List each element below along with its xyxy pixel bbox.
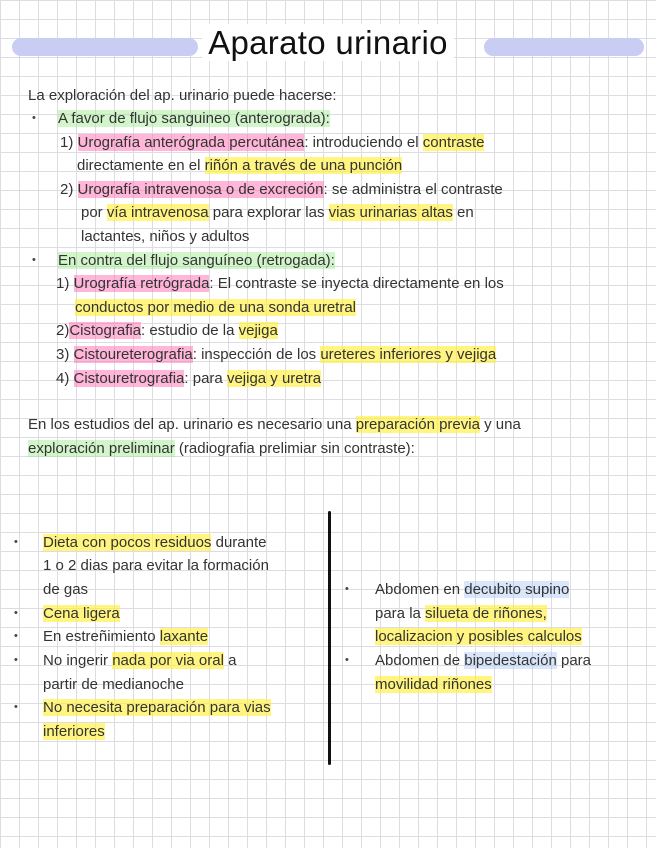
intro-label: La exploración del ap. urinario puede hacerse: (28, 87, 337, 104)
item-text: durante (211, 534, 267, 551)
section-a-item-2-cont2 (81, 226, 249, 248)
item-text: partir de medianoche (43, 676, 184, 693)
keyword-highlight: vía intravenosa (106, 204, 209, 221)
item-text: para explorar las (208, 204, 329, 221)
bullet-icon: • (14, 630, 18, 642)
left-item-3 (43, 626, 208, 648)
column-divider (328, 511, 331, 765)
item-text: Abdomen en (375, 581, 465, 598)
keyword-highlight: Dieta con pocos residuos (43, 534, 212, 551)
section-b-heading-text: En contra del flujo sanguíneo (retrogada): (58, 252, 335, 269)
section-b-item-1-cont (75, 297, 356, 319)
left-item-1-cont2 (43, 579, 88, 601)
item-text: : El contraste se inyecta directamente en los (209, 275, 504, 292)
keyword-highlight: vejiga (238, 322, 278, 339)
item-text: : inspección de los (192, 346, 321, 363)
keyword-highlight: conductos por medio de una sonda uretral (75, 299, 357, 316)
item-text: para (556, 652, 592, 669)
keyword-highlight: vejiga y uretra (226, 370, 322, 387)
keyword-highlight: riñón a través de una punción (204, 157, 403, 174)
section-b-item-4 (56, 368, 321, 390)
keyword-highlight: decubito supino (464, 581, 570, 598)
right-item-2-cont (375, 674, 492, 696)
item-text: lactantes, niños y adultos (81, 228, 250, 245)
term-highlight: Cistoureterografia (73, 346, 193, 363)
item-number: 1) (56, 275, 70, 292)
left-item-4 (43, 650, 236, 672)
right-item-1-cont2 (375, 626, 582, 648)
right-item-2 (375, 650, 591, 672)
item-text: : introduciendo el (304, 134, 423, 151)
left-item-5-cont (43, 721, 105, 743)
page-title-text: Aparato urinario (202, 24, 454, 61)
section-b-item-2 (56, 320, 278, 342)
item-text: por (81, 204, 107, 221)
section-b-item-1 (56, 273, 504, 295)
bullet-icon: • (345, 583, 349, 595)
left-item-1 (43, 532, 266, 554)
keyword-highlight: vias urinarias altas (328, 204, 453, 221)
item-text: a (223, 652, 237, 669)
item-number: 2) (60, 181, 74, 198)
item-text: No ingerir (43, 652, 113, 669)
term-highlight: Cistouretrografia (73, 370, 185, 387)
bullet-icon: • (14, 536, 18, 548)
item-number: 4) (56, 370, 70, 387)
bullet-icon: • (32, 112, 36, 124)
keyword-highlight: preparación previa (355, 416, 480, 433)
bullet-icon: • (14, 701, 18, 713)
section-a-heading-text: A favor de flujo sanguineo (anterograda): (58, 110, 330, 127)
keyword-highlight: No necesita preparación para vias (43, 699, 271, 716)
item-text: en (452, 204, 474, 221)
item-number: 2) (56, 322, 70, 339)
keyword-highlight: silueta de riñones, (425, 605, 547, 622)
keyword-highlight: bipedestación (464, 652, 557, 669)
prep-paragraph-line-1 (28, 414, 521, 436)
keyword-highlight: Cena ligera (43, 605, 120, 622)
page-title (0, 24, 656, 62)
keyword-highlight: inferiores (43, 723, 105, 740)
left-item-1-cont (43, 555, 269, 577)
term-highlight: Urografía retrógrada (73, 275, 210, 292)
right-item-1 (375, 579, 569, 601)
keyword-highlight: nada por via oral (112, 652, 224, 669)
bullet-icon: • (32, 254, 36, 266)
keyword-highlight: ureteres inferiores y vejiga (320, 346, 497, 363)
section-a-heading (58, 108, 330, 130)
prep-paragraph-line-2 (28, 438, 415, 460)
section-a-item-1-cont (77, 155, 402, 177)
left-item-2 (43, 603, 120, 625)
term-highlight: Urografía anterógrada percutánea (77, 134, 305, 151)
section-b-item-3 (56, 344, 496, 366)
item-text: En estreñimiento (43, 628, 160, 645)
keyword-highlight: laxante (159, 628, 209, 645)
prep-text: En los estudios del ap. urinario es necesario una (28, 416, 356, 433)
prep-text: y una (479, 416, 521, 433)
item-text: : para (184, 370, 227, 387)
left-item-5 (43, 697, 271, 719)
right-item-1-cont (375, 603, 547, 625)
section-a-item-2-cont (81, 202, 474, 224)
intro-text (28, 85, 337, 107)
item-text: de gas (43, 581, 89, 598)
bullet-icon: • (345, 654, 349, 666)
term-highlight: Urografía intravenosa o de excreción (77, 181, 324, 198)
item-text: para la (375, 605, 426, 622)
left-item-4-cont (43, 674, 184, 696)
bullet-icon: • (14, 654, 18, 666)
keyword-highlight: contraste (422, 134, 485, 151)
item-number: 1) (60, 134, 74, 151)
item-text: : se administra el contraste (323, 181, 503, 198)
section-a-item-1 (60, 132, 484, 154)
item-text: 1 o 2 dias para evitar la formación (43, 557, 269, 574)
item-text: Abdomen de (375, 652, 465, 669)
section-b-heading (58, 250, 335, 272)
keyword-highlight: movilidad riñones (375, 676, 492, 693)
prep-text: (radiografia prelimiar sin contraste): (174, 440, 415, 457)
keyword-highlight: exploración preliminar (28, 440, 175, 457)
term-highlight: Cistografia (69, 322, 142, 339)
item-text: : estudio de la (141, 322, 239, 339)
item-text: directamente en el (77, 157, 205, 174)
section-a-item-2 (60, 179, 503, 201)
bullet-icon: • (14, 607, 18, 619)
keyword-highlight: localizacion y posibles calculos (375, 628, 582, 645)
item-number: 3) (56, 346, 70, 363)
